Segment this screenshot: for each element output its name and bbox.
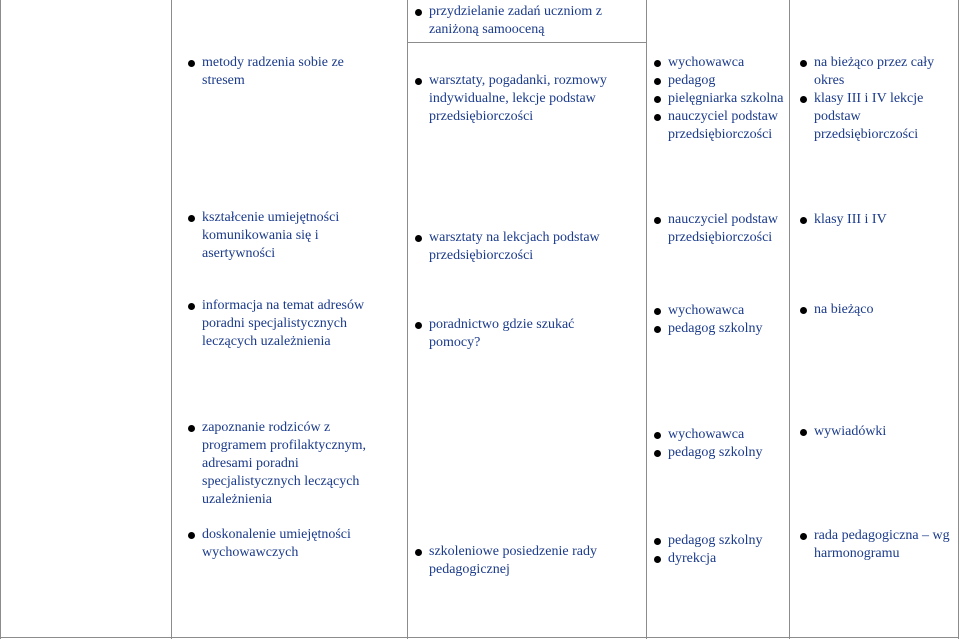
- list-item: wychowawca: [654, 426, 786, 444]
- column-divider: [646, 0, 647, 639]
- list-item: na bieżąco przez cały okres: [800, 54, 950, 90]
- list-item: pielęgniarka szkolna: [654, 90, 786, 108]
- table-cell: [800, 301, 950, 319]
- table-cell: [654, 211, 786, 247]
- list-item: metody radzenia sobie ze stresem: [188, 54, 383, 90]
- list-item: klasy III i IV lekcje podstaw przedsiębiorczości: [800, 90, 950, 144]
- list-item: zapoznanie rodziców z programem profilaktycznym, adresami poradni specjalistycznych leczących uzależnienia: [188, 419, 393, 509]
- table-cell: [654, 302, 786, 338]
- list-item: szkoleniowe posiedzenie rady pedagogicznej: [415, 543, 620, 579]
- table-cell: [800, 423, 950, 441]
- list-item: kształcenie umiejętności komunikowania się i asertywności: [188, 209, 373, 263]
- table-border-right: [958, 0, 959, 639]
- list-item: doskonalenie umiejętności wychowawczych: [188, 526, 383, 562]
- list-item: pedagog szkolny: [654, 320, 786, 338]
- table-cell: [654, 54, 786, 144]
- table-cell: [415, 3, 643, 39]
- list-item: nauczyciel podstaw przedsiębiorczości: [654, 211, 786, 247]
- list-item: przydzielanie zadań uczniom z zaniżoną samooceną: [415, 3, 643, 39]
- table-cell: [188, 209, 373, 263]
- table-border-bottom: [0, 637, 959, 638]
- list-item: wychowawca: [654, 302, 786, 320]
- table-cell: [800, 211, 950, 229]
- table-border-left: [0, 0, 1, 639]
- list-item: pedagog: [654, 72, 786, 90]
- column-divider: [407, 0, 408, 639]
- table-cell: [415, 316, 615, 352]
- table-cell: [654, 532, 786, 568]
- list-item: rada pedagogiczna – wg harmonogramu: [800, 527, 950, 563]
- list-item: nauczyciel podstaw przedsiębiorczości: [654, 108, 786, 144]
- list-item: pedagog szkolny: [654, 532, 786, 550]
- table-cell: [415, 543, 620, 579]
- table-cell: [415, 229, 630, 265]
- list-item: warsztaty na lekcjach podstaw przedsiębiorczości: [415, 229, 630, 265]
- list-item: poradnictwo gdzie szukać pomocy?: [415, 316, 615, 352]
- table-cell: [800, 527, 950, 563]
- row-divider: [407, 42, 646, 43]
- table-cell: [800, 54, 950, 144]
- list-item: dyrekcja: [654, 550, 786, 568]
- table-cell: [188, 526, 383, 562]
- list-item: warsztaty, pogadanki, rozmowy indywidualne, lekcje podstaw przedsiębiorczości: [415, 72, 635, 126]
- list-item: na bieżąco: [800, 301, 950, 319]
- table-cell: [654, 426, 786, 462]
- list-item: informacja na temat adresów poradni specjalistycznych leczących uzależnienia: [188, 297, 388, 351]
- list-item: pedagog szkolny: [654, 444, 786, 462]
- column-divider: [171, 0, 172, 639]
- column-divider: [789, 0, 790, 639]
- table-cell: [188, 54, 383, 90]
- list-item: wywiadówki: [800, 423, 950, 441]
- table-cell: [188, 297, 388, 351]
- table-cell: [415, 72, 635, 126]
- list-item: klasy III i IV: [800, 211, 950, 229]
- list-item: wychowawca: [654, 54, 786, 72]
- table-cell: [188, 419, 393, 509]
